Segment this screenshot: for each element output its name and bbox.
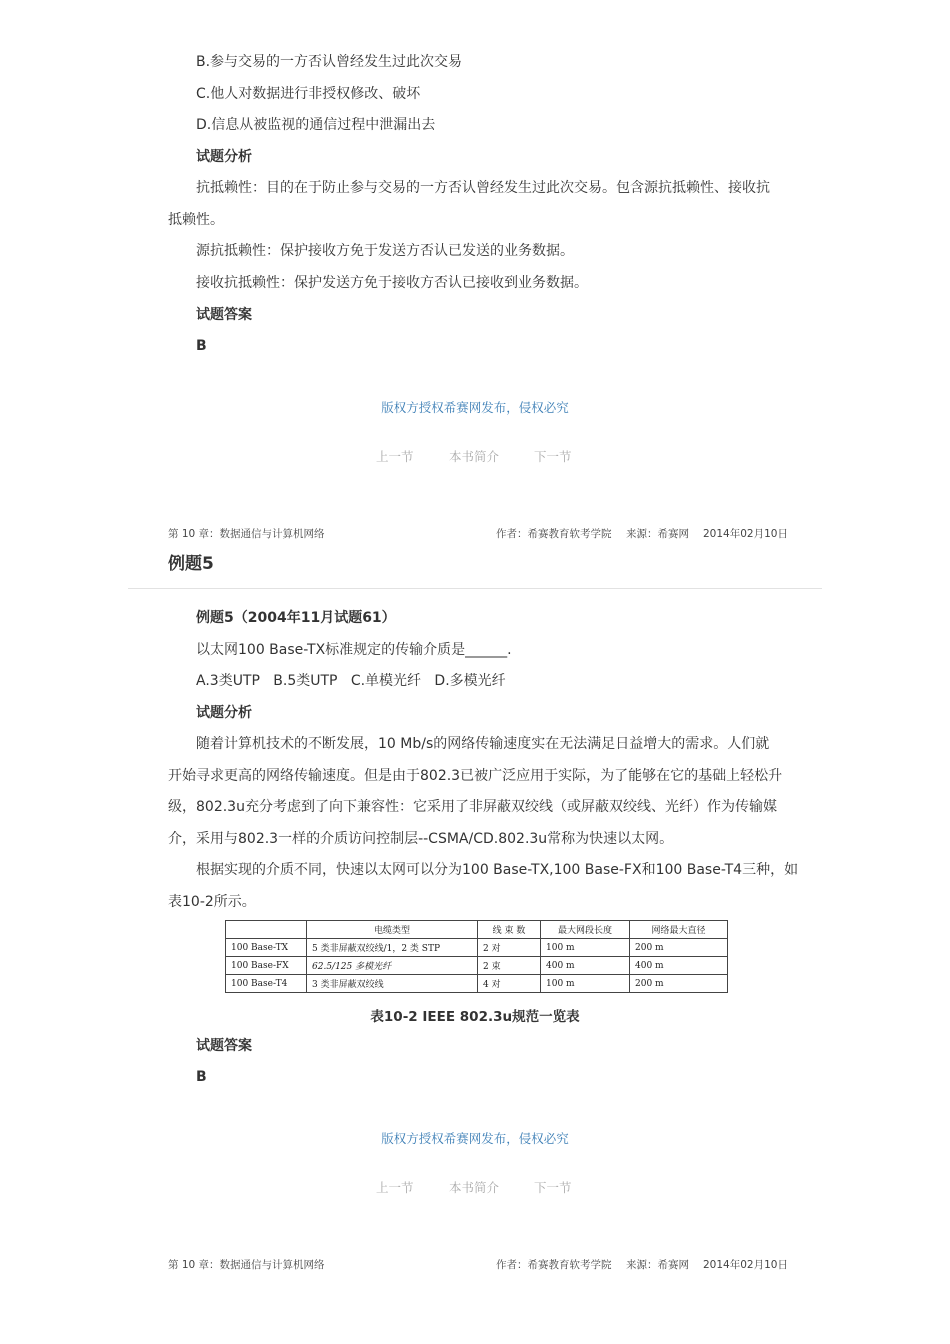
prev-section-link[interactable]: 上一节 xyxy=(376,1180,414,1195)
copyright-notice: 版权方授权希赛网发布，侵权必究 xyxy=(381,400,569,415)
analysis-paragraph-line: 开始寻求更高的网络传输速度。但是由于802.3已被广泛应用于实际，为了能够在它的基础上轻松升 xyxy=(168,768,783,784)
option-c: C.他人对数据进行非授权修改、破坏 xyxy=(196,86,421,102)
source-label: 来源：希赛网 xyxy=(626,528,689,540)
option-b: B.参与交易的一方否认曾经发生过此次交易 xyxy=(196,54,463,70)
author-label: 作者：希赛教育软考学院 xyxy=(496,528,612,540)
table-header-cell: 最大网段长度 xyxy=(541,921,630,939)
table-cell: 100 m xyxy=(541,975,630,993)
next-section-link[interactable]: 下一节 xyxy=(534,449,572,464)
answer-value: B xyxy=(196,1069,207,1085)
book-intro-link[interactable]: 本书简介 xyxy=(449,1180,500,1195)
table-header-cell: 线 束 数 xyxy=(478,921,541,939)
answer-value: B xyxy=(196,338,207,354)
table-cell: 62.5/125 多模光纤 xyxy=(307,957,478,975)
table-cell: 100 m xyxy=(541,939,630,957)
analysis-paragraph-line: 表10-2所示。 xyxy=(168,894,256,910)
chapter-label: 第 10 章：数据通信与计算机网络 xyxy=(168,1259,325,1271)
chapter-label: 第 10 章：数据通信与计算机网络 xyxy=(168,528,325,540)
analysis-paragraph-line: 抗抵赖性：目的在于防止参与交易的一方否认曾经发生过此次交易。包含源抗抵赖性、接收抗 xyxy=(196,180,770,196)
next-section-link[interactable]: 下一节 xyxy=(534,1180,572,1195)
table-header-row xyxy=(226,921,728,939)
analysis-paragraph-line: 抵赖性。 xyxy=(168,212,224,228)
table-cell: 200 m xyxy=(630,939,728,957)
title-divider xyxy=(128,588,822,589)
analysis-paragraph-line: 级，802.3u充分考虑到了向下兼容性：它采用了非屏蔽双绞线（或屏蔽双绞线、光纤）作为传输媒 xyxy=(168,799,777,815)
answer-heading: 试题答案 xyxy=(196,307,252,323)
option-d: D.信息从被监视的通信过程中泄漏出去 xyxy=(196,117,436,133)
table-cell: 2 束 xyxy=(478,957,541,975)
copyright-notice: 版权方授权希赛网发布，侵权必究 xyxy=(381,1131,569,1146)
table-caption: 表10-2 IEEE 802.3u规范一览表 xyxy=(370,1009,580,1025)
date-label: 2014年02月10日 xyxy=(703,1259,788,1271)
analysis-heading: 试题分析 xyxy=(196,149,252,165)
table-cell: 3 类非屏蔽双绞线 xyxy=(307,975,478,993)
table-cell: 200 m xyxy=(630,975,728,993)
table-cell: 100 Base-FX xyxy=(226,957,307,975)
table-cell: 5 类非屏蔽双绞线/1，2 类 STP xyxy=(307,939,478,957)
table-cell: 400 m xyxy=(541,957,630,975)
question-options: A.3类UTP B.5类UTP C.单模光纤 D.多模光纤 xyxy=(196,673,506,689)
author-label: 作者：希赛教育软考学院 xyxy=(496,1259,612,1271)
table-cell: 400 m xyxy=(630,957,728,975)
spec-table xyxy=(225,920,728,993)
table-header-cell xyxy=(226,921,307,939)
table-header-cell: 网络最大直径 xyxy=(630,921,728,939)
table-cell: 100 Base-T4 xyxy=(226,975,307,993)
table-cell: 2 对 xyxy=(478,939,541,957)
example-subtitle: 例题5（2004年11月试题61） xyxy=(196,610,396,626)
answer-heading: 试题答案 xyxy=(196,1038,252,1054)
prev-section-link[interactable]: 上一节 xyxy=(376,449,414,464)
table-cell: 100 Base-TX xyxy=(226,939,307,957)
analysis-paragraph-line: 介，采用与802.3一样的介质访问控制层--CSMA/CD.802.3u常称为快速以太网。 xyxy=(168,831,674,847)
analysis-heading: 试题分析 xyxy=(196,705,252,721)
book-intro-link[interactable]: 本书简介 xyxy=(449,449,500,464)
analysis-paragraph-line: 根据实现的介质不同，快速以太网可以分为100 Base-TX,100 Base-FX和100 Base-T4三种，如 xyxy=(196,862,799,878)
table-row xyxy=(226,975,728,993)
analysis-paragraph: 接收抗抵赖性：保护发送方免于接收方否认已接收到业务数据。 xyxy=(196,275,588,291)
question-text: 以太网100 Base-TX标准规定的传输介质是______. xyxy=(196,642,512,658)
table-cell: 4 对 xyxy=(478,975,541,993)
page-title: 例题5 xyxy=(168,554,214,574)
table-header-cell: 电缆类型 xyxy=(307,921,478,939)
table-row xyxy=(226,939,728,957)
date-label: 2014年02月10日 xyxy=(703,528,788,540)
table-row xyxy=(226,957,728,975)
source-label: 来源：希赛网 xyxy=(626,1259,689,1271)
analysis-paragraph: 源抗抵赖性：保护接收方免于发送方否认已发送的业务数据。 xyxy=(196,243,574,259)
analysis-paragraph-line: 随着计算机技术的不断发展，10 Mb/s的网络传输速度实在无法满足日益增大的需求。人们就 xyxy=(196,736,770,752)
